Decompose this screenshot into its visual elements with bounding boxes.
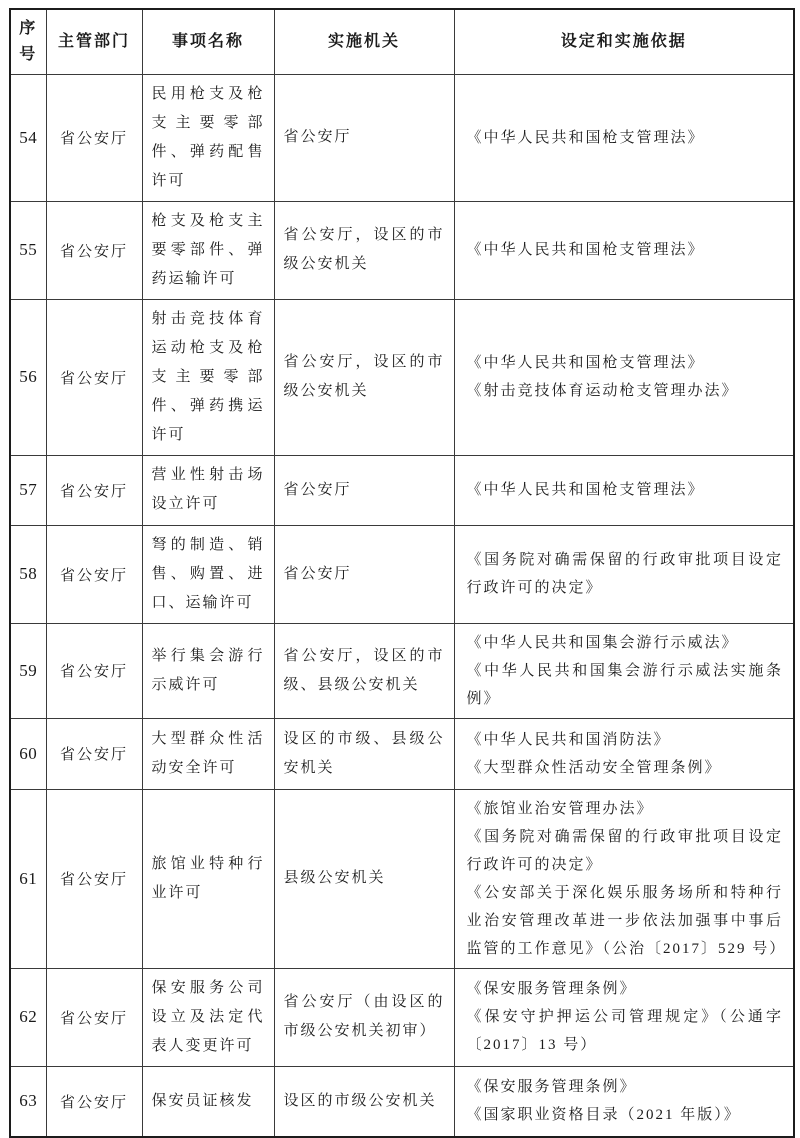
table-row bbox=[10, 201, 794, 299]
basis-entry: 《中华人民共和国枪支管理法》 bbox=[466, 355, 705, 371]
basis-entry: 《保安服务管理条例》 bbox=[466, 981, 637, 997]
item-name-cell: 保安服务公司设立及法定代表人变更许可 bbox=[142, 968, 274, 1066]
row-number-cell: 62 bbox=[10, 968, 46, 1066]
basis-entry: 《中华人民共和国枪支管理法》 bbox=[466, 129, 705, 146]
item-name-cell: 旅馆业特种行业许可 bbox=[142, 789, 274, 968]
row-number-cell: 60 bbox=[10, 718, 46, 789]
item-name-cell: 大型群众性活动安全许可 bbox=[142, 718, 274, 789]
item-name-cell: 民用枪支及枪支主要零部件、弹药配售许可 bbox=[142, 74, 274, 201]
department-cell: 省公安厅 bbox=[46, 74, 142, 201]
row-number-cell: 54 bbox=[10, 74, 46, 201]
agency-cell: 设区的市级公安机关 bbox=[274, 1066, 454, 1137]
basis-entry: 《公安部关于深化娱乐服务场所和特种行业治安管理改革进一步依法加强事中事后监管的工作意见》（公治〔2017〕529 号） bbox=[466, 884, 787, 957]
agency-cell: 省公安厅 bbox=[274, 525, 454, 623]
row-number-cell: 55 bbox=[10, 201, 46, 299]
basis-cell bbox=[454, 968, 794, 1066]
basis-entry: 《保安服务管理条例》 bbox=[466, 1079, 637, 1096]
basis-cell bbox=[454, 74, 794, 201]
approval-items-table bbox=[9, 8, 795, 1138]
agency-cell: 省公安厅 bbox=[274, 74, 454, 201]
item-name-cell: 枪支及枪支主要零部件、弹药运输许可 bbox=[142, 201, 274, 299]
basis-cell bbox=[454, 1066, 794, 1137]
basis-cell bbox=[454, 623, 794, 718]
row-number-cell: 57 bbox=[10, 455, 46, 525]
header-row bbox=[10, 9, 794, 74]
department-cell: 省公安厅 bbox=[46, 1066, 142, 1137]
basis-entry: 《中华人民共和国消防法》 bbox=[466, 731, 671, 748]
basis-entry: 《中华人民共和国枪支管理法》 bbox=[466, 242, 705, 258]
column-header-dept: 主管部门 bbox=[46, 9, 142, 74]
department-cell: 省公安厅 bbox=[46, 525, 142, 623]
row-number-cell: 59 bbox=[10, 623, 46, 718]
table-row bbox=[10, 1066, 794, 1137]
basis-entry: 《保安守护押运公司管理规定》（公通字〔2017〕13 号） bbox=[466, 1009, 783, 1053]
agency-cell: 省公安厅，设区的市级公安机关 bbox=[274, 299, 454, 455]
basis-entry: 《国家职业资格目录（2021 年版）》 bbox=[466, 1107, 741, 1124]
column-header-basis: 设定和实施依据 bbox=[454, 9, 794, 74]
basis-cell bbox=[454, 201, 794, 299]
department-cell: 省公安厅 bbox=[46, 623, 142, 718]
table-row bbox=[10, 299, 794, 455]
agency-cell: 省公安厅，设区的市级公安机关 bbox=[274, 201, 454, 299]
department-cell: 省公安厅 bbox=[46, 201, 142, 299]
department-cell: 省公安厅 bbox=[46, 299, 142, 455]
item-name-cell: 保安员证核发 bbox=[142, 1066, 274, 1137]
basis-entry: 《中华人民共和国枪支管理法》 bbox=[466, 482, 705, 498]
basis-entry: 《射击竞技体育运动枪支管理办法》 bbox=[466, 383, 739, 399]
basis-entry: 《旅馆业治安管理办法》 bbox=[466, 800, 654, 817]
agency-cell: 设区的市级、县级公安机关 bbox=[274, 718, 454, 789]
department-cell: 省公安厅 bbox=[46, 789, 142, 968]
department-cell: 省公安厅 bbox=[46, 718, 142, 789]
basis-entry: 《大型群众性活动安全管理条例》 bbox=[466, 759, 722, 776]
agency-cell: 省公安厅（由设区的市级公安机关初审） bbox=[274, 968, 454, 1066]
row-number-cell: 63 bbox=[10, 1066, 46, 1137]
table-row bbox=[10, 718, 794, 789]
basis-cell bbox=[454, 299, 794, 455]
agency-cell: 县级公安机关 bbox=[274, 789, 454, 968]
table-row bbox=[10, 623, 794, 718]
agency-cell: 省公安厅，设区的市级、县级公安机关 bbox=[274, 623, 454, 718]
basis-entry: 《国务院对确需保留的行政审批项目设定行政许可的决定》 bbox=[466, 828, 783, 873]
column-header-item: 事项名称 bbox=[142, 9, 274, 74]
basis-cell bbox=[454, 525, 794, 623]
basis-entry: 《国务院对确需保留的行政审批项目设定行政许可的决定》 bbox=[466, 552, 783, 596]
department-cell: 省公安厅 bbox=[46, 968, 142, 1066]
table-row bbox=[10, 74, 794, 201]
row-number-cell: 61 bbox=[10, 789, 46, 968]
item-name-cell: 射击竞技体育运动枪支及枪支主要零部件、弹药携运许可 bbox=[142, 299, 274, 455]
agency-cell: 省公安厅 bbox=[274, 455, 454, 525]
column-header-agency: 实施机关 bbox=[274, 9, 454, 74]
table-row bbox=[10, 525, 794, 623]
basis-cell bbox=[454, 789, 794, 968]
basis-entry: 《中华人民共和国集会游行示威法实施条例》 bbox=[466, 662, 783, 707]
basis-cell bbox=[454, 455, 794, 525]
basis-entry: 《中华人民共和国集会游行示威法》 bbox=[466, 634, 739, 651]
item-name-cell: 举行集会游行示威许可 bbox=[142, 623, 274, 718]
table-row bbox=[10, 789, 794, 968]
table-body bbox=[10, 74, 794, 1137]
table-row bbox=[10, 455, 794, 525]
row-number-cell: 58 bbox=[10, 525, 46, 623]
table-row bbox=[10, 968, 794, 1066]
row-number-cell: 56 bbox=[10, 299, 46, 455]
item-name-cell: 弩的制造、销售、购置、进口、运输许可 bbox=[142, 525, 274, 623]
item-name-cell: 营业性射击场设立许可 bbox=[142, 455, 274, 525]
column-header-no: 序号 bbox=[10, 9, 46, 74]
basis-cell bbox=[454, 718, 794, 789]
department-cell: 省公安厅 bbox=[46, 455, 142, 525]
